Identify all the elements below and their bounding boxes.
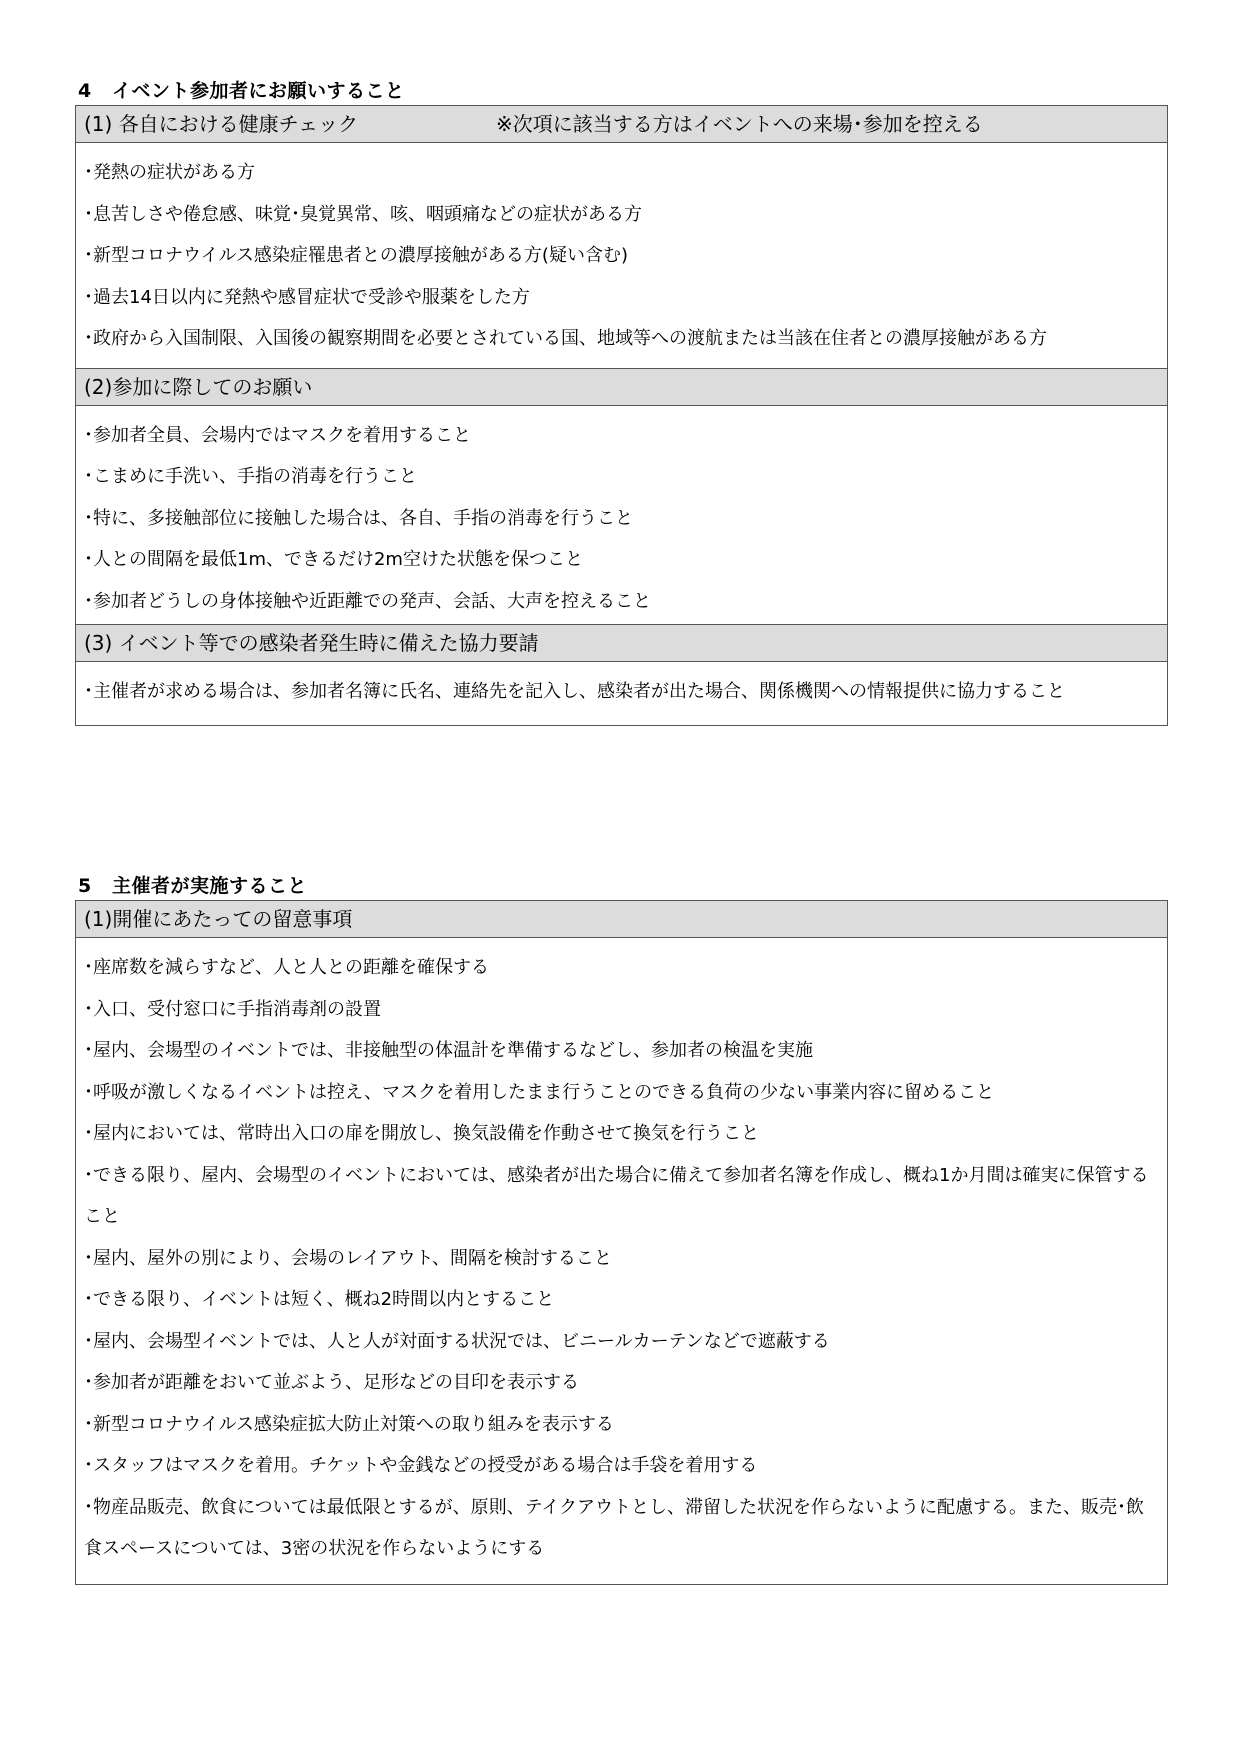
cooperation-request-heading [76,624,1167,662]
organizer-notes-heading [76,901,1167,938]
health-check-note: ※次項に該当する方はイベントへの来場･参加を控える [496,112,983,136]
cooperation-request-list [76,662,1167,725]
list-item: ･物産品販売、飲食については最低限とするが、原則、テイクアウトとし、滞留した状況を作らないように配慮する。また、販売･飲食スペースについては、3密の状況を作らないようにする [84,1496,1145,1559]
list-item: ･政府から入国制限、入国後の観察期間を必要とされている国、地域等への渡航または当該在住者との濃厚接触がある方 [84,328,1047,349]
section-5-box [75,900,1168,1585]
organizer-notes-heading-text: (1)開催にあたっての留意事項 [84,907,353,931]
list-item: ･過去14日以内に発熱や感冒症状で受診や服薬をした方 [84,286,530,308]
list-item: ･呼吸が激しくなるイベントは控え、マスクを着用したまま行うことのできる負荷の少ない事業内容に留めること [84,1081,995,1103]
list-item: ･スタッフはマスクを着用。チケットや金銭などの授受がある場合は手袋を着用する [84,1455,758,1476]
list-item: ･新型コロナウイルス感染症罹患者との濃厚接触がある方(疑い含む) [84,245,628,266]
participation-requests-heading [76,368,1167,406]
list-item: ･参加者どうしの身体接触や近距離での発声、会話、大声を控えること [84,590,651,612]
organizer-notes-list [76,938,1167,1584]
list-item: ･屋内においては、常時出入口の扉を開放し、換気設備を作動させて換気を行うこと [84,1123,759,1144]
list-item: ･できる限り、屋内、会場型のイベントにおいては、感染者が出た場合に備えて参加者名簿を作成し、概ね1か月間は確実に保管すること [84,1164,1149,1227]
list-item: ･主催者が求める場合は、参加者名簿に氏名、連絡先を記入し、感染者が出た場合、関係機関への情報提供に協力すること [84,681,1065,702]
list-item: ･参加者全員、会場内ではマスクを着用すること [84,424,471,446]
list-item: ･できる限り、イベントは短く、概ね2時間以内とすること [84,1289,555,1310]
participation-requests-heading-text: (2)参加に際してのお願い [84,374,313,399]
health-check-list [76,143,1167,368]
list-item: ･屋内、屋外の別により、会場のレイアウト、間隔を検討すること [84,1247,612,1269]
section-4 [75,78,1168,726]
list-item: ･新型コロナウイルス感染症拡大防止対策への取り組みを表示する [84,1413,614,1435]
section-5-title [75,873,1168,900]
list-item: ･人との間隔を最低1m、できるだけ2m空けた状態を保つこと [84,549,583,570]
list-item: ･屋内、会場型のイベントでは、非接触型の体温計を準備するなどし、参加者の検温を実施 [84,1040,813,1061]
list-item: ･息苦しさや倦怠感、味覚･臭覚異常、咳、咽頭痛などの症状がある方 [84,203,642,225]
section-5 [75,873,1168,1585]
section-4-box [75,105,1168,726]
list-item: ･屋内、会場型イベントでは、人と人が対面する状況では、ビニールカーテンなどで遮蔽する [84,1330,830,1352]
section-4-title [75,78,1168,105]
list-item: ･参加者が距離をおいて並ぶよう、足形などの目印を表示する [84,1372,579,1393]
section-5-title-text: 主催者が実施すること [112,875,308,897]
list-item: ･発熱の症状がある方 [84,162,255,183]
section-5-number: 5 [78,875,92,897]
list-item: ･特に、多接触部位に接触した場合は、各自、手指の消毒を行うこと [84,507,633,529]
list-item: ･座席数を減らすなど、人と人との距離を確保する [84,957,489,978]
cooperation-request-heading-text: (3) イベント等での感染者発生時に備えた協力要請 [84,631,539,655]
participation-requests-list [76,406,1167,625]
section-4-title-text: イベント参加者にお願いすること [112,80,405,102]
list-item: ･こまめに手洗い、手指の消毒を行うこと [84,466,417,487]
list-item: ･入口、受付窓口に手指消毒剤の設置 [84,998,381,1020]
health-check-heading [76,106,1167,143]
health-check-heading-text: (1) 各自における健康チェック [84,112,359,136]
section-4-number: 4 [78,80,92,102]
